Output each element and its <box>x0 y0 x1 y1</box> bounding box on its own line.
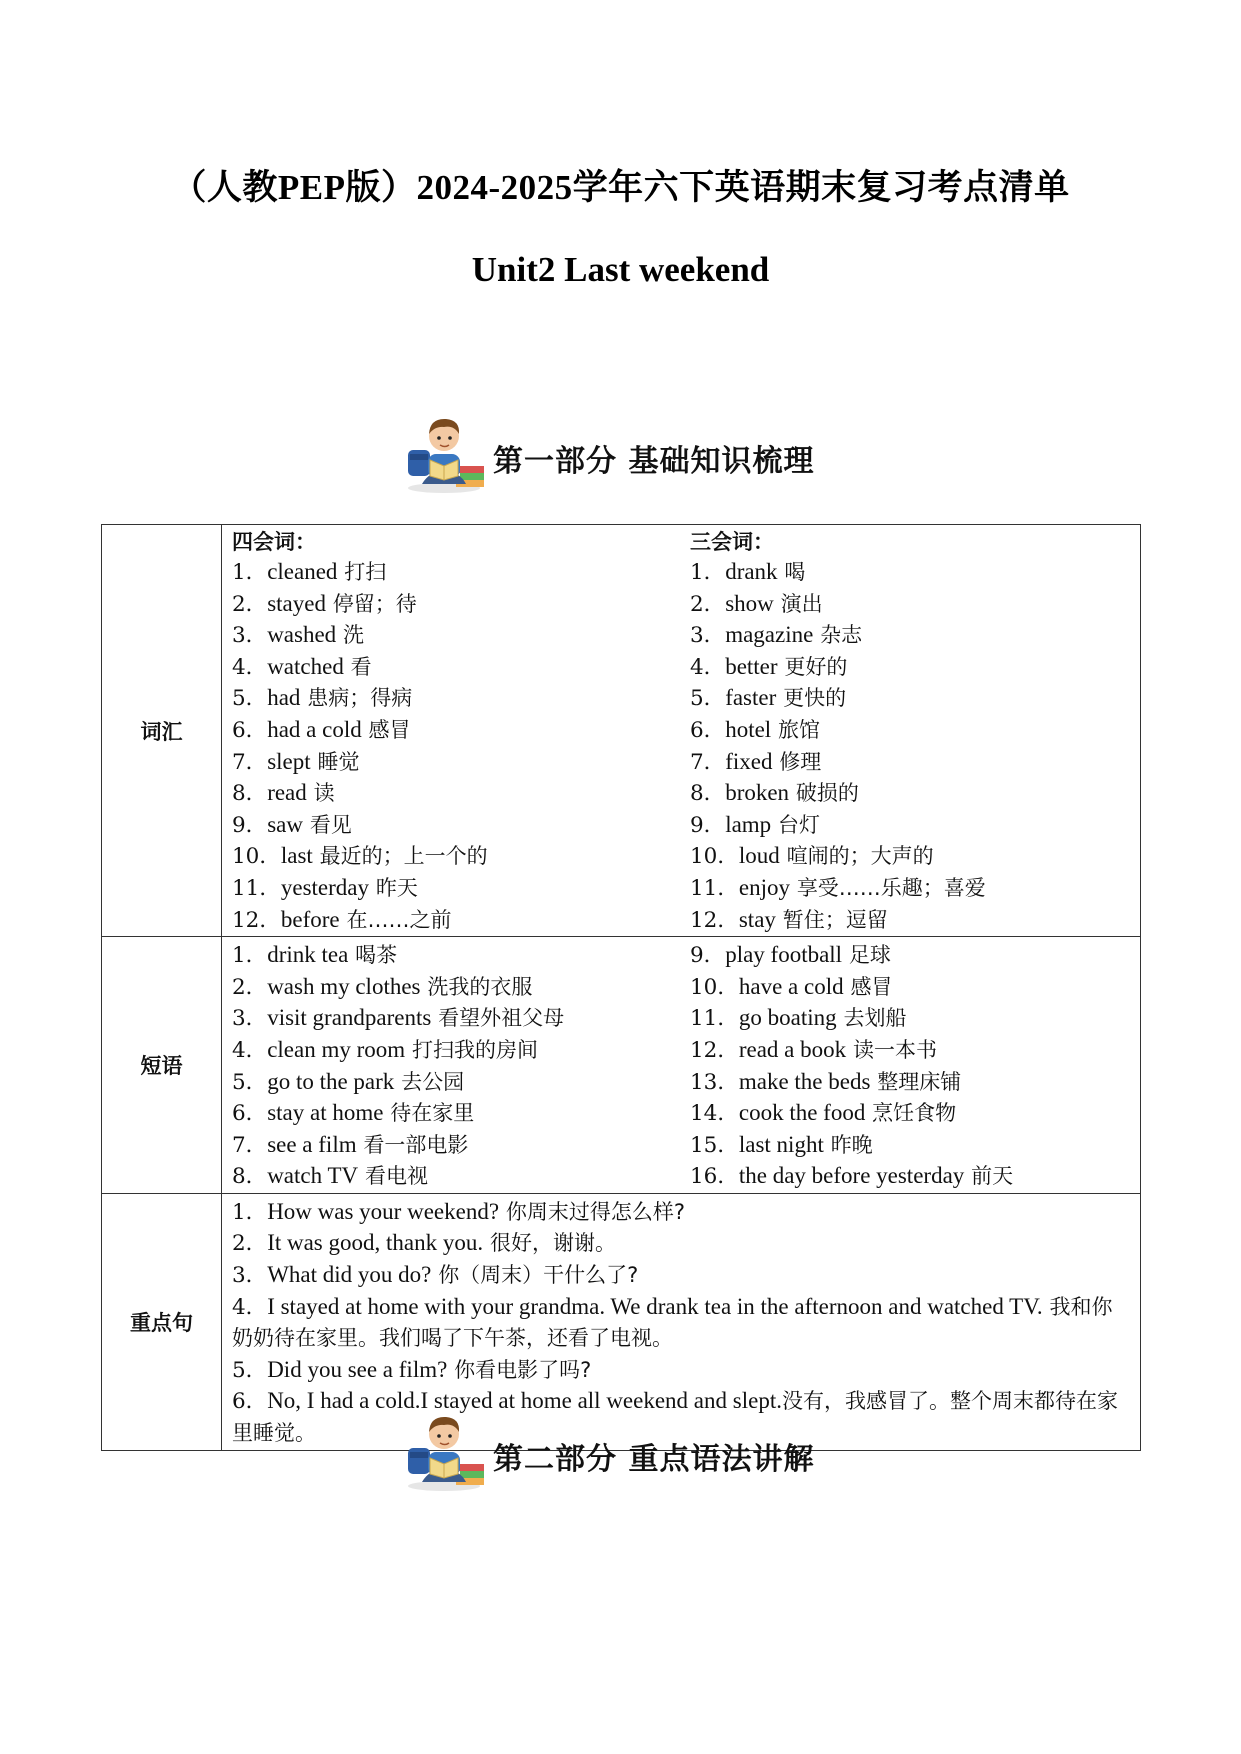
sentence-item: 5．Did you see a film? 你看电影了吗? <box>232 1356 592 1383</box>
document-subtitle: Unit2 Last weekend <box>471 250 770 289</box>
list-item: 16．the day before yesterday 前天 <box>690 1163 1014 1190</box>
list-item: 8．read 读 <box>232 780 335 807</box>
list-item: 7．slept 睡觉 <box>232 748 360 775</box>
list-item: 7．see a film 看一部电影 <box>232 1131 469 1158</box>
list-item: 5．had 患病；得病 <box>232 685 413 712</box>
list-item: 9．play football 足球 <box>690 942 891 969</box>
list-item: 5．go to the park 去公园 <box>232 1068 465 1095</box>
list-item: 3．washed 洗 <box>232 622 365 649</box>
list-item: 10．have a cold 感冒 <box>690 973 893 1000</box>
three-skill-words <box>690 528 1140 936</box>
four-skill-heading: 四会词： <box>232 530 316 554</box>
list-item: 15．last night 昨晚 <box>690 1131 873 1158</box>
list-item: 14．cook the food 烹饪食物 <box>690 1100 957 1127</box>
reading-boy-icon <box>400 1408 488 1492</box>
list-item: 3．visit grandparents 看望外祖父母 <box>232 1005 565 1032</box>
vocab-row-label: 词汇 <box>102 525 222 937</box>
reading-boy-icon <box>400 410 488 494</box>
four-skill-words <box>232 528 690 936</box>
list-item: 12．read a book 读一本书 <box>690 1036 937 1063</box>
list-item: 11．go boating 去划船 <box>690 1005 907 1032</box>
sentence-item: 4．I stayed at home with your grandma. We drank tea in the afternoon and watched TV. 我和你奶奶待在家里。我们喝了下午茶，还看了电视。 <box>232 1293 1113 1351</box>
list-item: 1．drink tea 喝茶 <box>232 942 398 969</box>
three-skill-heading: 三会词： <box>690 530 774 554</box>
section-heading-part1 <box>0 410 1241 500</box>
list-item: 12．stay 暂住；逗留 <box>690 906 888 933</box>
sentence-item: 2．It was good, thank you. 很好，谢谢。 <box>232 1230 616 1257</box>
list-item: 10．loud 喧闹的；大声的 <box>690 843 934 870</box>
section-title: 第一部分 基础知识梳理 <box>493 444 815 479</box>
list-item: 1．cleaned 打扫 <box>232 559 387 585</box>
sentence-item: 6．No, I had a cold.I stayed at home all weekend and slept.没有，我感冒了。整个周末都待在家里睡觉。 <box>232 1388 1118 1446</box>
knowledge-table <box>101 524 1141 1451</box>
list-item: 8．watch TV 看电视 <box>232 1163 428 1190</box>
sentence-item: 3．What did you do? 你（周末）干什么了? <box>232 1262 639 1289</box>
list-item: 11．yesterday 昨天 <box>232 874 418 901</box>
list-item: 9．lamp 台灯 <box>690 811 821 838</box>
list-item: 13．make the beds 整理床铺 <box>690 1068 962 1095</box>
phrases-right-column <box>690 940 1140 1193</box>
document-title: （人教PEP版）2024-2025学年六下英语期末复习考点清单 <box>171 168 1070 207</box>
list-item: 6．hotel 旅馆 <box>690 716 821 743</box>
list-item: 6．had a cold 感冒 <box>232 716 411 743</box>
list-item: 6．stay at home 待在家里 <box>232 1100 475 1127</box>
phrases-row-label: 短语 <box>102 937 222 1194</box>
phrases-left-column <box>232 940 690 1193</box>
section-heading-part2 <box>0 1408 1241 1498</box>
sentences-row-label: 重点句 <box>102 1193 222 1450</box>
list-item: 8．broken 破损的 <box>690 780 859 807</box>
list-item: 9．saw 看见 <box>232 811 352 838</box>
sentence-item: 1．How was your weekend? 你周末过得怎么样? <box>232 1198 686 1225</box>
list-item: 2．wash my clothes 洗我的衣服 <box>232 973 533 1000</box>
list-item: 4．better 更好的 <box>690 653 848 680</box>
list-item: 5．faster 更快的 <box>690 685 847 712</box>
list-item: 7．fixed 修理 <box>690 748 822 775</box>
list-item: 4．watched 看 <box>232 653 372 680</box>
list-item: 11．enjoy 享受……乐趣；喜爱 <box>690 874 986 901</box>
list-item: 10．last 最近的；上一个的 <box>232 843 488 870</box>
list-item: 3．magazine 杂志 <box>690 622 863 649</box>
list-item: 2．stayed 停留；待 <box>232 590 417 617</box>
vocab-row <box>102 525 1141 937</box>
list-item: 12．before 在……之前 <box>232 906 452 933</box>
list-item: 1．drank 喝 <box>690 559 806 585</box>
phrases-row <box>102 937 1141 1194</box>
list-item: 2．show 演出 <box>690 590 823 617</box>
section-title: 第二部分 重点语法讲解 <box>493 1442 815 1477</box>
list-item: 4．clean my room 打扫我的房间 <box>232 1036 538 1063</box>
